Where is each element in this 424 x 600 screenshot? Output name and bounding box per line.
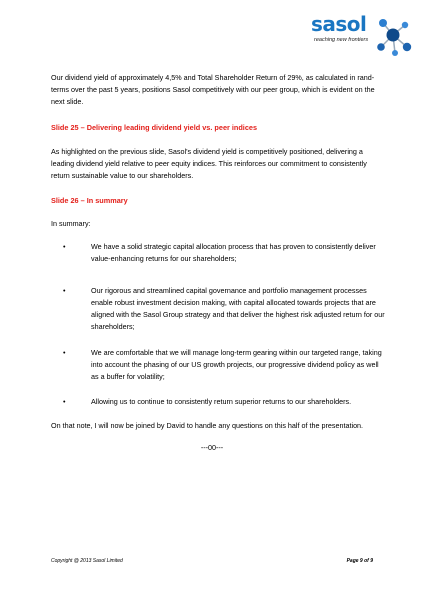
intro-paragraph: Our dividend yield of approximately 4,5% and Total Shareholder Return of 29%, as calculated in rand-terms over the past 5 years, positions Sasol competitively with our peer group, which is evident on the next slide. <box>51 73 375 106</box>
bullet-marker: • <box>63 242 66 251</box>
footer-page-number: Page 9 of 9 <box>346 558 373 564</box>
bullet-marker: • <box>63 286 66 295</box>
footer-copyright: Copyright @ 2013 Sasol Limited <box>51 558 123 564</box>
closing-paragraph: On that note, I will now be joined by David to handle any questions on this half of the presentation. <box>51 421 364 430</box>
logo-tagline: reaching new frontiers <box>314 37 369 43</box>
slide25-text: As highlighted on the previous slide, Sasol’s dividend yield is competitively positioned, delivering a leading dividend yield relative to peer equity indices. This reinforces our commitment to consistently return sustainable value to our shareholders. <box>51 147 367 180</box>
summary-lead: In summary: <box>51 219 91 228</box>
molecule-icon <box>369 15 415 57</box>
logo-wordmark: sasol <box>311 12 367 36</box>
sasol-logo <box>311 13 413 57</box>
end-marker: ---00--- <box>200 443 224 452</box>
summary-bullet-4: Allowing us to continue to consistently return superior returns to our shareholders. <box>91 397 352 406</box>
bullet-marker: • <box>63 348 66 357</box>
summary-bullet-2: Our rigorous and streamlined capital governance and portfolio management processes enable robust investment decision making, with capital allocated towards projects that are aligned with the Sasol Group strategy and that deliver the highest risk adjusted return for our shareholders; <box>91 286 385 331</box>
slide26-heading: Slide 26 – In summary <box>51 196 128 205</box>
bullet-marker: • <box>63 397 66 406</box>
summary-bullet-1: We have a solid strategic capital allocation process that has proven to consistently deliver value-enhancing returns for our shareholders; <box>91 242 376 263</box>
summary-bullet-3: We are comfortable that we will manage long-term gearing within our targeted range, taking into account the phasing of our US growth projects, our progressive dividend policy as well as a buffer for volatility; <box>91 348 382 381</box>
slide25-heading: Slide 25 – Delivering leading dividend yield vs. peer indices <box>51 123 258 132</box>
